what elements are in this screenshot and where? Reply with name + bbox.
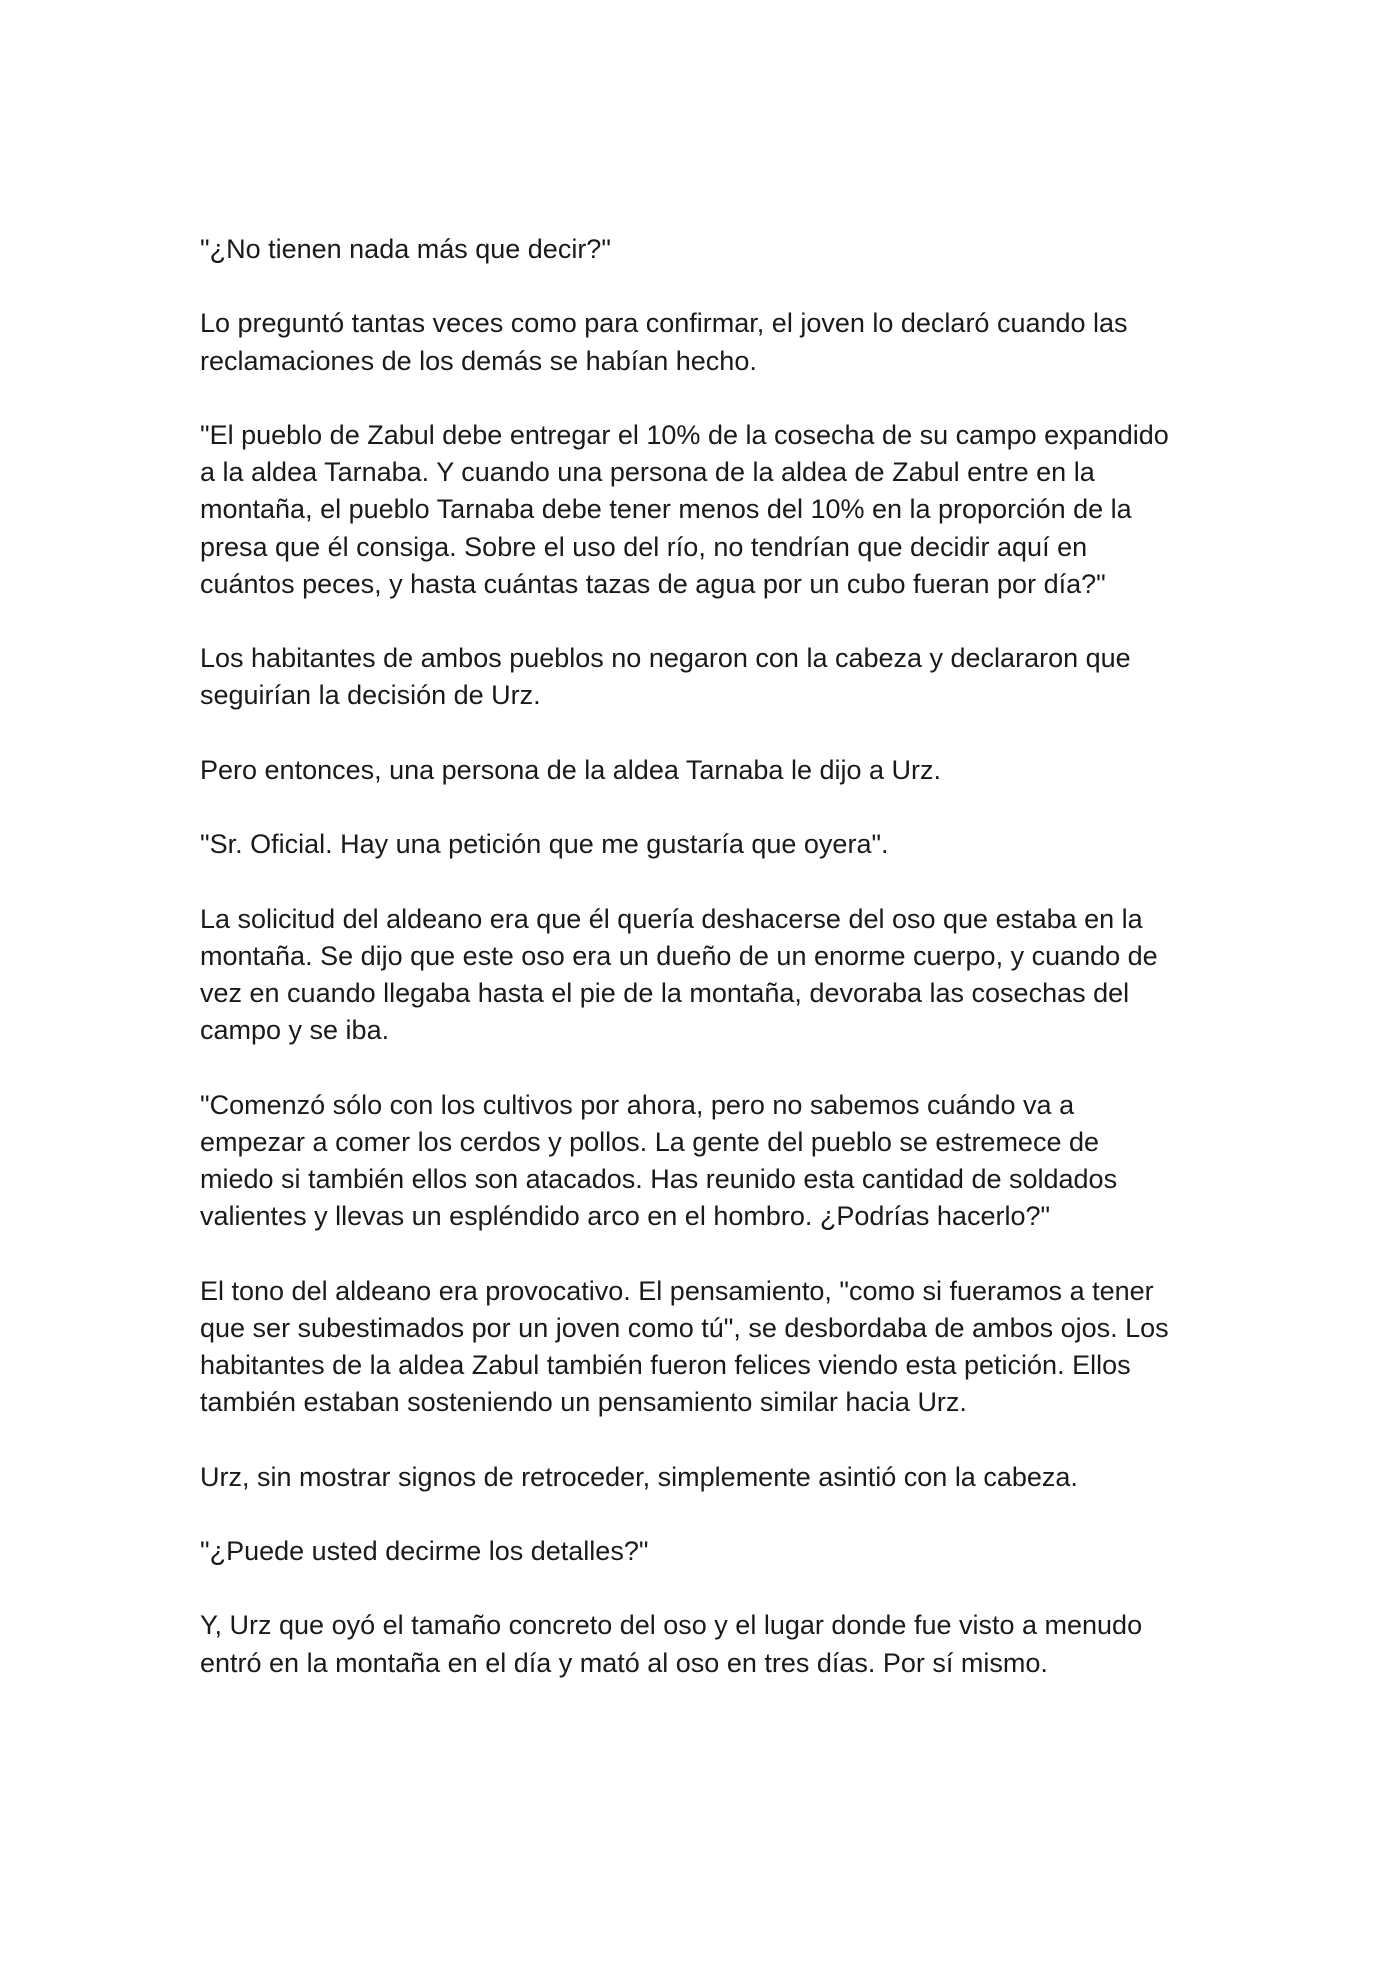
paragraph: Los habitantes de ambos pueblos no negaron con la cabeza y declararon que seguirían la decisión de Urz. — [200, 643, 1131, 711]
paragraph: La solicitud del aldeano era que él quería deshacerse del oso que estaba en la montaña. Se dijo que este oso era un dueño de un enorme cuerpo, y cuando de vez en cuando llegaba hasta el pie de la montaña, devoraba las cosechas del campo y se iba. — [200, 903, 1158, 1046]
paragraph: Y, Urz que oyó el tamaño concreto del oso y el lugar donde fue visto a menudo entró en la montaña en el día y mató al oso en tres días. Por sí mismo. — [200, 1610, 1143, 1678]
paragraph: El tono del aldeano era provocativo. El pensamiento, "como si fueramos a tener que ser subestimados por un joven como tú", se desbordaba de ambos ojos. Los habitantes de la aldea Zabul también fueron felices viendo esta petición. Ellos también estaban sosteniendo un pensamiento similar hacia Urz. — [200, 1275, 1169, 1418]
paragraph: "El pueblo de Zabul debe entregar el 10% de la cosecha de su campo expandido a la aldea Tarnaba. Y cuando una persona de la aldea de Zabul entre en la montaña, el pueblo Tarnaba debe tener menos del 10% en la proporción de la presa que él consiga. Sobre el uso del río, no tendrían que decidir aquí en cuántos peces, y hasta cuántas tazas de agua por un cubo fueran por día?" — [200, 419, 1169, 599]
paragraph: Lo preguntó tantas veces como para confirmar, el joven lo declaró cuando las reclamaciones de los demás se habían hecho. — [200, 308, 1128, 376]
paragraph: Urz, sin mostrar signos de retroceder, simplemente asintió con la cabeza. — [200, 1461, 1078, 1492]
paragraph: "Sr. Oficial. Hay una petición que me gustaría que oyera". — [200, 829, 889, 860]
paragraph: "Comenzó sólo con los cultivos por ahora, pero no sabemos cuándo va a empezar a comer los cerdos y pollos. La gente del pueblo se estremece de miedo si también ellos son atacados. Has reunido esta cantidad de soldados valientes y llevas un espléndido arco en el hombro. ¿Podrías hacerlo?" — [200, 1089, 1118, 1232]
paragraph: Pero entonces, una persona de la aldea Tarnaba le dijo a Urz. — [200, 754, 941, 785]
paragraph: "¿Puede usted decirme los detalles?" — [200, 1535, 649, 1566]
document-body — [200, 231, 1210, 1719]
paragraph: "¿No tienen nada más que decir?" — [200, 234, 611, 264]
